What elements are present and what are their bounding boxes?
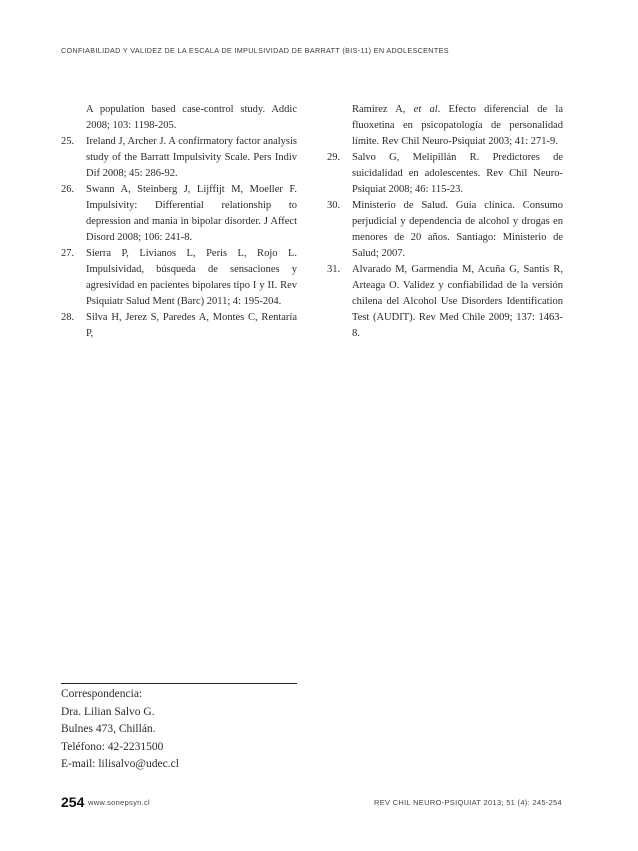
reference-number: 27. — [61, 248, 75, 259]
reference-text: Salvo G, Melipillán R. Predictores de suicidalidad en adolescentes. Rev Chil Neuro-Psiquiat 2008; 46: 115-23. — [352, 152, 563, 195]
website-link[interactable]: www.sonepsyn.cl — [88, 798, 151, 807]
reference-italic: et al — [413, 104, 438, 115]
correspondence-divider — [61, 683, 297, 684]
reference-29 — [327, 150, 563, 198]
correspondence-name: Dra. Lilian Salvo G. — [61, 705, 155, 718]
reference-28 — [61, 310, 297, 342]
correspondence-block — [61, 686, 179, 774]
reference-text: Swann A, Steinberg J, Lijffijt M, Moeller F. Impulsivity: Differential relationship to depression and mania in bipolar disorder. J Affect Disord 2008; 106: 241-8. — [86, 184, 297, 243]
reference-number: 29. — [327, 152, 341, 163]
correspondence-phone: Teléfono: 42-2231500 — [61, 740, 164, 753]
reference-number — [61, 102, 86, 134]
references-right-column — [327, 102, 563, 342]
running-head: CONFIABILIDAD Y VALIDEZ DE LA ESCALA DE IMPULSIVIDAD DE BARRATT (BIS-11) EN ADOLESCENTES — [61, 46, 449, 55]
reference-text: Ireland J, Archer J. A confirmatory factor analysis study of the Barratt Impulsivity Scale. Pers Indiv Dif 2008; 45: 286-92. — [86, 136, 297, 179]
reference-text: Silva H, Jerez S, Paredes A, Montes C, Rentaría P, — [86, 312, 297, 339]
reference-text: Sierra P, Livianos L, Peris L, Rojo L. Impulsividad, búsqueda de sensaciones y agresividad en pacientes bipolares tipo I y II. Rev Psiquiatr Salud Ment (Barc) 2011; 4: 195-204. — [86, 248, 297, 307]
reference-26 — [61, 182, 297, 246]
reference-31 — [327, 262, 563, 342]
reference-25 — [61, 134, 297, 182]
references-left-column — [61, 102, 297, 342]
correspondence-heading: Correspondencia: — [61, 688, 143, 700]
reference-text-part: Ramírez A, — [352, 104, 414, 115]
reference-number: 25. — [61, 136, 75, 147]
reference-text: A population based case-control study. Addic 2008; 103: 1198-205. — [86, 104, 297, 131]
reference-30 — [327, 198, 563, 262]
reference-number: 26. — [61, 184, 75, 195]
reference-continuation — [61, 102, 297, 134]
reference-continuation — [327, 102, 563, 150]
reference-text-part: . Efecto diferencial de la fluoxetina en psicopatología de personalidad límite. Rev Chil Neuro-Psiquiat 2003; 41: 271-9. — [352, 104, 563, 147]
page-number: 254 — [61, 794, 85, 810]
page-footer — [0, 794, 638, 814]
reference-number: 28. — [61, 312, 75, 323]
correspondence-address: Bulnes 473, Chillán. — [61, 723, 156, 735]
reference-text: Ministerio de Salud. Guía clínica. Consumo perjudicial y dependencia de alcohol y drogas en menores de 20 años. Santiago: Ministerio de Salud; 2007. — [352, 200, 563, 259]
journal-citation: REV CHIL NEURO-PSIQUIAT 2013; 51 (4): 245-254 — [373, 798, 562, 807]
reference-number — [327, 102, 352, 150]
reference-text — [352, 102, 563, 150]
reference-27 — [61, 246, 297, 310]
reference-number: 30. — [327, 200, 341, 211]
reference-text: Alvarado M, Garmendia M, Acuña G, Santis R, Arteaga O. Validez y confiabilidad de la versión chilena del Alcohol Use Disorders Identification Test (AUDIT). Rev Med Chile 2009; 137: 1463-8. — [352, 264, 563, 339]
correspondence-email: E-mail: lilisalvo@udec.cl — [61, 758, 179, 770]
reference-number: 31. — [327, 264, 341, 275]
